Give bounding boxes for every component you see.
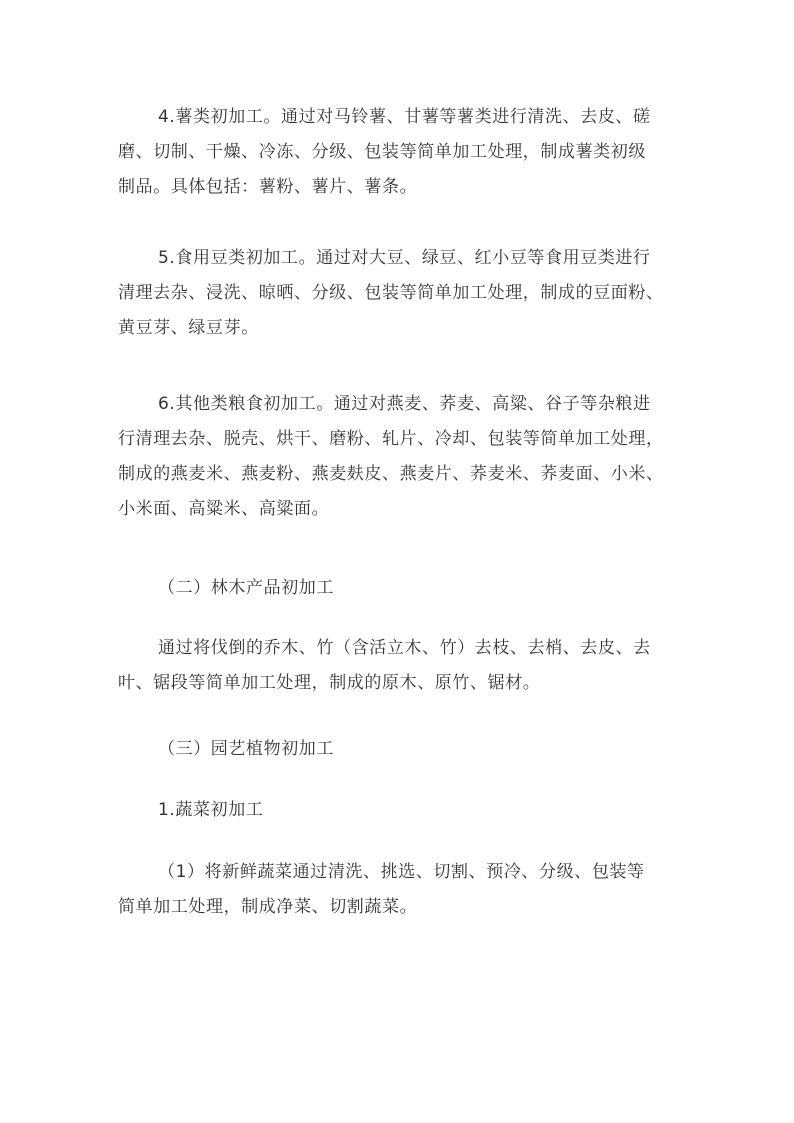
paragraph-vegetable-item-1: [118, 855, 678, 925]
text-line: 叶、锯段等简单加工处理，制成的原木、原竹、锯材。: [118, 673, 541, 693]
text-line: 1.蔬菜初加工: [158, 800, 264, 820]
text-line: （二）林木产品初加工: [158, 578, 334, 598]
text-line: 4.薯类初加工。通过对马铃薯、甘薯等薯类进行清洗、去皮、磋: [158, 107, 651, 127]
text-line: 6.其他类粮食初加工。通过对燕麦、荞麦、高粱、谷子等杂粮进: [158, 394, 651, 414]
paragraph-other-grain-processing: [118, 387, 678, 527]
text-line: 制品。具体包括：薯粉、薯片、薯条。: [118, 177, 418, 197]
text-line: （三）园艺植物初加工: [158, 739, 334, 759]
text-line: 5.食用豆类初加工。通过对大豆、绿豆、红小豆等食用豆类进行: [158, 248, 651, 268]
paragraph-forestry-processing: [118, 631, 678, 701]
text-line: 简单加工处理，制成净菜、切割蔬菜。: [118, 897, 418, 917]
paragraph-tuber-processing: [118, 100, 678, 205]
text-line: 行清理去杂、脱壳、烘干、磨粉、轧片、冷却、包装等简单加工处理，: [118, 429, 664, 449]
text-line: 磨、切制、干燥、冷冻、分级、包装等简单加工处理，制成薯类初级: [118, 142, 646, 162]
text-line: 通过将伐倒的乔木、竹（含活立木、竹）去枝、去梢、去皮、去: [158, 638, 651, 658]
paragraph-bean-processing: [118, 241, 678, 346]
section-heading-horticulture: [118, 732, 678, 767]
text-line: 黄豆芽、绿豆芽。: [118, 318, 259, 338]
text-line: 小米面、高粱米、高粱面。: [118, 499, 330, 519]
text-line: （1）将新鲜蔬菜通过清洗、挑选、切割、预冷、分级、包装等: [158, 862, 645, 882]
subheading-vegetable-processing: [118, 793, 678, 828]
text-line: 制成的燕麦米、燕麦粉、燕麦麸皮、燕麦片、荞麦米、荞麦面、小米、: [118, 464, 664, 484]
text-line: 清理去杂、浸洗、晾晒、分级、包装等简单加工处理，制成的豆面粉、: [118, 283, 664, 303]
section-heading-forestry: [118, 571, 678, 606]
